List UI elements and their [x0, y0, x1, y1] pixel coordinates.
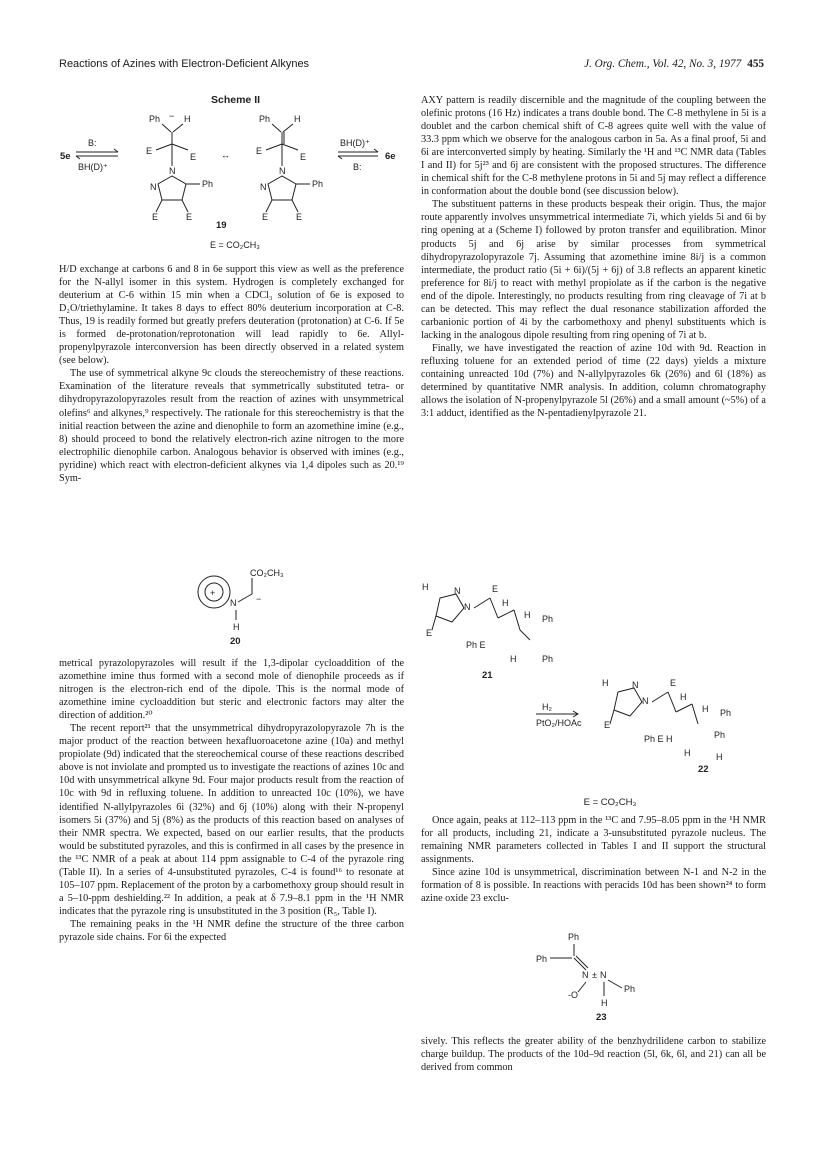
svg-text:Ph: Ph [542, 614, 554, 624]
figure-23 [530, 928, 670, 1028]
right-column-end [421, 1035, 766, 1074]
svg-text:H: H [510, 654, 517, 664]
left-column-continued [59, 657, 404, 944]
resonance-structure-2 [256, 114, 323, 222]
svg-text:H: H [294, 114, 301, 124]
arrow-right-top-label: BH(D)⁺ [340, 138, 370, 148]
figure-20 [190, 566, 330, 646]
svg-text:E: E [296, 212, 303, 222]
svg-text:H: H [184, 114, 191, 124]
svg-text:E: E [300, 152, 307, 162]
left-paragraph-3: metrical pyrazolopyrazoles will result if the 1,3-dipolar cycloaddition of the azomethine imine thus formed with a second mole of dienophile proceeds as if nitrogen is the electron-rich end of the dipole. This is the normal mode of azomethine imine cycloaddition but steric and electronic factors may alter the direction of addition.²⁰ [59, 658, 404, 722]
svg-text:E: E [426, 628, 433, 638]
svg-text:H: H [684, 748, 691, 758]
svg-text:E: E [604, 720, 611, 730]
compound-19-label: 19 [216, 220, 227, 231]
svg-text:E: E [492, 584, 499, 594]
right-paragraph-5: Since azine 10d is unsymmetrical, discrimination between N-1 and N-2 in the formation of 8 is possible. In reactions with peracids 10d has been shown²⁴ to form azine oxide 23 exclu- [421, 867, 766, 905]
structure-22 [602, 678, 731, 775]
svg-text:Ph: Ph [720, 708, 732, 718]
svg-text:H: H [601, 998, 608, 1008]
structure-21 [422, 582, 553, 681]
legend-22: E = CO₂CH₃ [583, 797, 637, 808]
compound-22-label: 22 [698, 764, 709, 775]
svg-text:Ph: Ph [714, 730, 726, 740]
svg-text:H: H [602, 678, 609, 688]
svg-text:-O: -O [568, 990, 578, 1000]
label-6e: 6e [385, 151, 396, 162]
svg-text:Ph: Ph [312, 179, 324, 189]
svg-text:E: E [262, 212, 269, 222]
svg-text:Ph: Ph [259, 114, 271, 124]
compound-20-label: 20 [230, 636, 241, 646]
svg-text:N: N [260, 182, 267, 192]
journal-name: J. Org. Chem., Vol. 42, No. 3, 1977 [584, 58, 742, 70]
arrow-left-bottom-label: BH(D)⁺ [78, 162, 108, 172]
svg-text:−: − [169, 111, 175, 121]
svg-text:+: + [210, 588, 216, 598]
left-paragraph-2: The use of symmetrical alkyne 9c clouds the stereochemistry of these reactions. Examination of the literature reveals that symmetrically substituted tetra- or dihydropyrazolopyrazoles result from the reaction of azines with unsymmetrical olefins⁶ and alkynes,⁹ respectively. The rationale for this stereochemistry is that the initial reaction between the azine and dienophile to form an azomethine imine (e.g., 8) should proceed to bond the relatively electron-rich azine nitrogen to the more electrophilic dienophile carbon. Analogous behavior is observed with imines (e.g., pyridine) which react with electron-deficient alkynes via 1,4 dipoles such as 20.¹⁹ Sym- [59, 368, 404, 484]
svg-text:N: N [454, 586, 461, 596]
svg-text:±: ± [592, 970, 597, 980]
svg-text:Ph: Ph [536, 954, 548, 964]
right-column-continued [421, 814, 766, 905]
resonance-arrow: ↔ [221, 150, 230, 160]
right-column [421, 94, 766, 420]
svg-text:E: E [186, 212, 193, 222]
svg-text:Ph: Ph [149, 114, 161, 124]
arrow-right-bottom-label: B: [353, 162, 362, 172]
right-paragraph-1: AXY pattern is readily discernible and the magnitude of the coupling between the olefinic protons (16 Hz) indicates a trans double bond. The C-8 methylene in 5i is a doublet and the carbon chemical shift of C-8 agrees quite well with the value of 33.3 ppm which we observe for the analogous carbon in 5a. As a final proof, 5i and 6i are interconverted simply by heating. Similarly the ¹H and ¹³C NMR data (Tables I and II) for 5j²³ and 6j are consistent with the proposed structures. The difference in chemical shift for the C-8 methylene protons in 5i and 5j may reflect a difference in conformation about the double bond (see discussion below). [421, 95, 766, 198]
svg-text:E: E [670, 678, 677, 688]
svg-text:E: E [256, 146, 263, 156]
journal-citation [584, 58, 764, 70]
svg-text:−: − [256, 594, 262, 604]
svg-text:N: N [582, 970, 589, 980]
running-title: Reactions of Azines with Electron-Deficient Alkynes [59, 58, 310, 70]
resonance-structure-1 [146, 111, 213, 222]
reagent-bottom: PtO₂/HOAc [536, 718, 582, 728]
right-paragraph-3: Finally, we have investigated the reaction of azine 10d with 9d. Reaction in refluxing toluene for an extended period of time (22 days) yields a mixture containing unreacted 10d (7%) and N-allylpyrazoles 6k (26%) and 6l (18%) as determined by quantitative NMR analysis. In addition, column chromatography allows the isolation of N-propenylpyrazole 5l (26%) and a small amount (~5%) of a 3:1 adduct, identified as the N-pentadienylpyrazole 21. [421, 342, 766, 420]
svg-text:Ph E: Ph E [466, 640, 486, 650]
svg-text:H: H [702, 704, 709, 714]
svg-text:Ph: Ph [568, 932, 580, 942]
svg-text:Ph: Ph [202, 179, 214, 189]
svg-text:E: E [146, 146, 153, 156]
scheme-ii-figure [56, 86, 412, 256]
right-paragraph-2: The substituent patterns in these products bespeak their origin. Thus, the major route apparently involves unsymmetrical intermediate 7i, which yields 5i and 6i by ring opening at a (Scheme I) followed by proton transfer and equilibration. Minor products 5j and 6j arise by similar processes from symmetrical dihydropyrazolopyrazole 7j. Assuming that azomethine imine 8i/j is a common intermediate, the product ratio (5i + 6i)/(5j + 6j) of 3.8 reflects an apparent kinetic preference for 8i/j to react with methyl propiolate as if the carbon is the negative end of the dipole. Interestingly, no products resulting from ring cleavage of 7i at b can be detected. This may reflect the dual resonance stabilization afforded the carbanionic portion of 4i by the carbomethoxy and phenyl substituents which is lacking in the analogous dipole resulting from ring opening of 7i at b. [421, 199, 766, 341]
svg-text:N: N [464, 602, 471, 612]
svg-text:Ph: Ph [624, 984, 636, 994]
left-column [59, 263, 404, 485]
svg-text:H: H [524, 610, 531, 620]
compound-21-label: 21 [482, 670, 493, 681]
svg-text:N: N [230, 598, 237, 608]
right-paragraph-6: sively. This reflects the greater ability of the benzhydrilidene carbon to stabilize charge buildup. The products of the 10d–9d reaction (5l, 6k, 6l, and 21) can all be derived from common [421, 1036, 766, 1074]
left-paragraph-1: H/D exchange at carbons 6 and 8 in 6e support this view as well as the preference for the N-allyl isomer in this system. Hydrogen is completely exchanged for deuterium at C-6 within 15 min when a CDCl₃ solution of 6e is exposed to D₂O/triethylamine. It takes 8 days to effect 80% deuterium incorporation at C-8. Thus, 19 is readily formed but greatly prefers deuteration (protonation) at C-6. If 5e is formed de-protonation/reprotonation will lead rapidly to 6e. Allyl-propenylpyrazole interconversion has been directly observed in a related system (see below). [59, 264, 404, 367]
svg-text:H: H [680, 692, 687, 702]
svg-text:N: N [169, 166, 176, 176]
left-paragraph-5: The remaining peaks in the ¹H NMR define the structure of the three carbon pyrazole side chains. For 6i the expected [59, 918, 404, 943]
svg-text:N: N [150, 182, 157, 192]
svg-text:H: H [422, 582, 429, 592]
page-number: 455 [747, 58, 764, 70]
svg-text:H: H [233, 622, 240, 632]
right-paragraph-4: Once again, peaks at 112–113 ppm in the ¹³C and 7.95–8.05 ppm in the ¹H NMR for all products, including 21, indicate a 3-unsubstituted pyrazole nucleus. The remaining NMR parameters collected in Tables I and II support the structural assignments. [421, 815, 766, 866]
svg-text:N: N [632, 680, 639, 690]
svg-text:N: N [600, 970, 607, 980]
svg-text:H: H [716, 752, 723, 762]
arrow-left-top-label: B: [88, 138, 97, 148]
svg-text:N: N [279, 166, 286, 176]
reagent-top: H₂ [542, 702, 552, 712]
svg-text:H: H [502, 598, 509, 608]
svg-text:Ph E H: Ph E H [644, 734, 673, 744]
figure-21-22 [418, 578, 768, 778]
compound-23-label: 23 [596, 1012, 607, 1023]
left-paragraph-4: The recent report²¹ that the unsymmetrical dihydropyrazolopyrazole 7h is the major product of the reaction between hexafluoroacetone azine (10a) and methyl propiolate (9d) indicated that the stereochemical course of these reactions described above is not inviolate and prompted us to investigate the reactions of azines 10c and 10d with unsymmetrical alkyne 9d. Four major products result from the reaction of 10c with 9d in refluxing toluene. In addition to unreacted 10c (10%), we have identified N-allylpyrazoles 6i (32%) and 6j (10%) along with their N-propenyl isomers 5i (37%) and 5j (8%) as the products of this reaction based on analyses of their NMR spectra. We expected, based on our earlier results, that the products would be substituted pyrazoles, and this is confirmed in all cases by the presence in the ¹³C NMR of a peak at about 114 ppm assignable to C-4 of the pyrazole ring (Table II). In a series of 4-unsubstituted pyrazoles, C-4 is found¹⁶ to resonate at 105–107 ppm. Replacement of the proton by a carbomethoxy group should result in a 5–10-ppm deshielding.²² In addition, a peak at δ 7.9–8.1 ppm in the ¹H NMR indicates that the pyrazole ring is unsubstituted in the 3 position (R₅, Table I). [59, 723, 404, 917]
fig20-substituent: CO₂CH₃ [250, 568, 284, 578]
scheme-title: Scheme II [211, 94, 261, 106]
label-5e: 5e [60, 151, 71, 162]
svg-text:E: E [190, 152, 197, 162]
svg-text:E: E [152, 212, 159, 222]
svg-text:Ph: Ph [542, 654, 554, 664]
scheme-legend: E = CO₂CH₃ [210, 240, 260, 250]
svg-text:N: N [642, 696, 649, 706]
